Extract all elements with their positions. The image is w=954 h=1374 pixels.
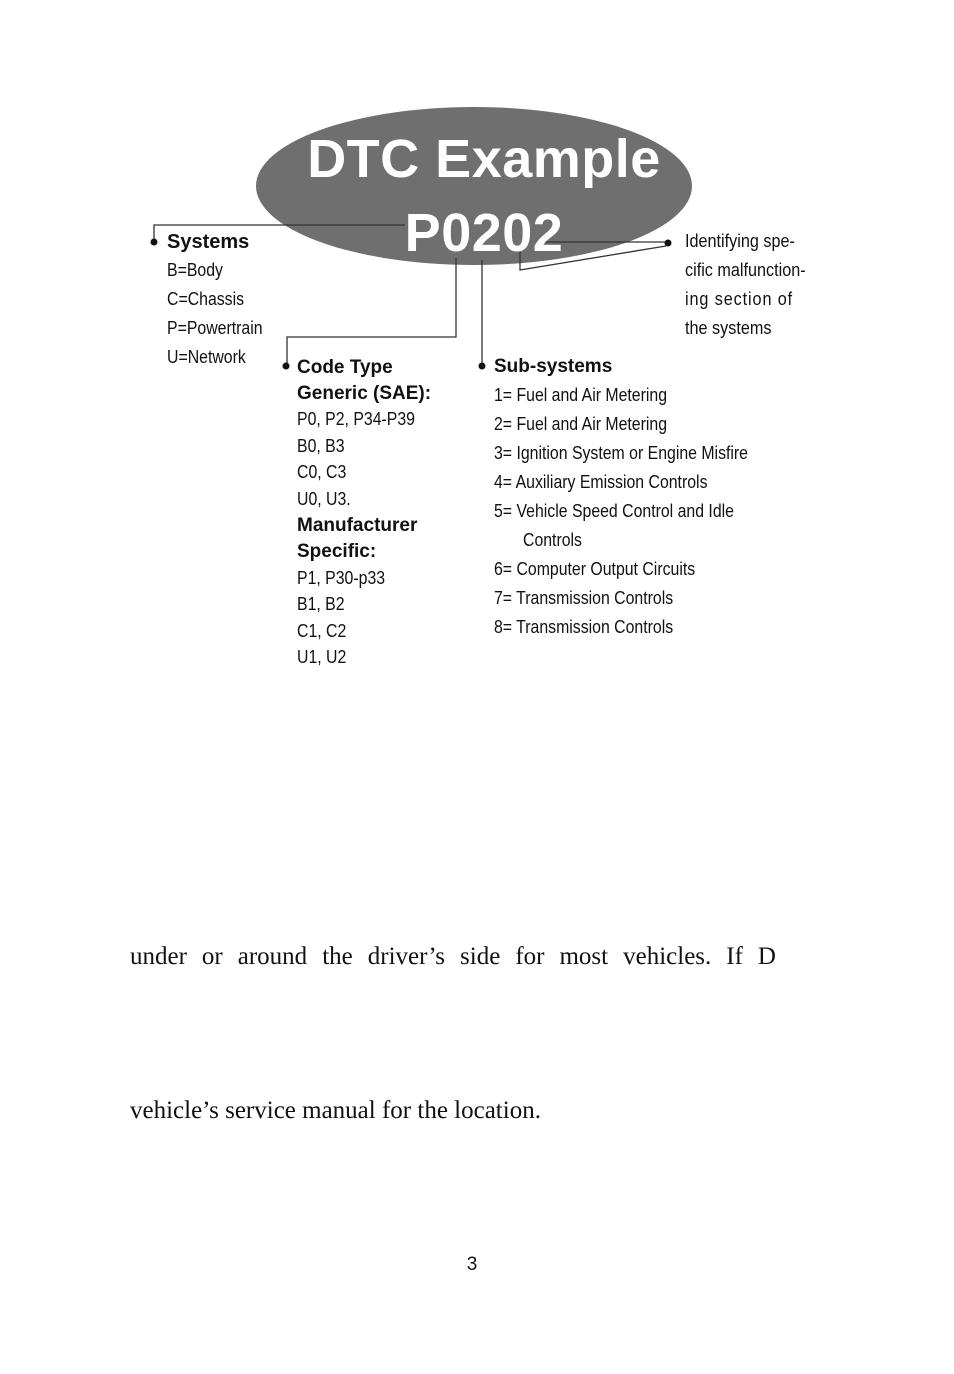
generic-item: P0, P2, P34-P39	[297, 409, 416, 429]
code-type-heading: Code Type	[297, 357, 393, 378]
subsystems-bullet	[479, 363, 486, 370]
generic-item: C0, C3	[297, 462, 347, 482]
systems-heading: Systems	[167, 231, 250, 253]
subsystems-item: 5= Vehicle Speed Control and Idle	[494, 501, 734, 521]
subsystems-item-continued: Controls	[523, 530, 582, 550]
identifying-line: ing section of	[685, 289, 794, 309]
identifying-line: cific malfunction-	[685, 260, 806, 280]
generic-item: B0, B3	[297, 436, 345, 456]
systems-item-powertrain: P=Powertrain	[167, 318, 263, 338]
code-type-connector	[287, 258, 456, 366]
dtc-code: P0202	[404, 203, 564, 263]
dtc-title: DTC Example	[307, 129, 661, 189]
systems-bullet	[151, 239, 158, 246]
manufacturer-item: U1, U2	[297, 647, 347, 667]
systems-item-body: B=Body	[167, 260, 223, 280]
identifying-line: the systems	[685, 318, 772, 338]
body-text-line-2: vehicle’s service manual for the location.	[130, 1097, 541, 1124]
subsystems-item: 4= Auxiliary Emission Controls	[494, 472, 708, 492]
systems-item-network: U=Network	[167, 347, 246, 367]
subsystems-item: 1= Fuel and Air Metering	[494, 385, 668, 405]
subsystems-item: 6= Computer Output Circuits	[494, 559, 696, 579]
manufacturer-heading: Manufacturer	[297, 515, 418, 536]
manufacturer-item: C1, C2	[297, 621, 347, 641]
subsystems-item: 2= Fuel and Air Metering	[494, 414, 668, 434]
subsystems-heading: Sub-systems	[494, 356, 613, 377]
generic-heading: Generic (SAE):	[297, 383, 432, 404]
subsystems-item: 8= Transmission Controls	[494, 617, 674, 637]
systems-item-chassis: C=Chassis	[167, 289, 245, 309]
manufacturer-specific-heading: Specific:	[297, 541, 377, 562]
page-number: 3	[466, 1254, 478, 1275]
body-text-line-1: under or around the driver’s side for most vehicles. If D	[130, 943, 776, 970]
manufacturer-item: B1, B2	[297, 594, 345, 614]
identifying-line: Identifying spe-	[685, 231, 795, 251]
subsystems-item: 3= Ignition System or Engine Misfire	[494, 443, 749, 463]
generic-item: U0, U3.	[297, 489, 351, 509]
subsystems-item: 7= Transmission Controls	[494, 588, 674, 608]
code-type-bullet	[283, 363, 290, 370]
manufacturer-item: P1, P30-p33	[297, 568, 386, 588]
